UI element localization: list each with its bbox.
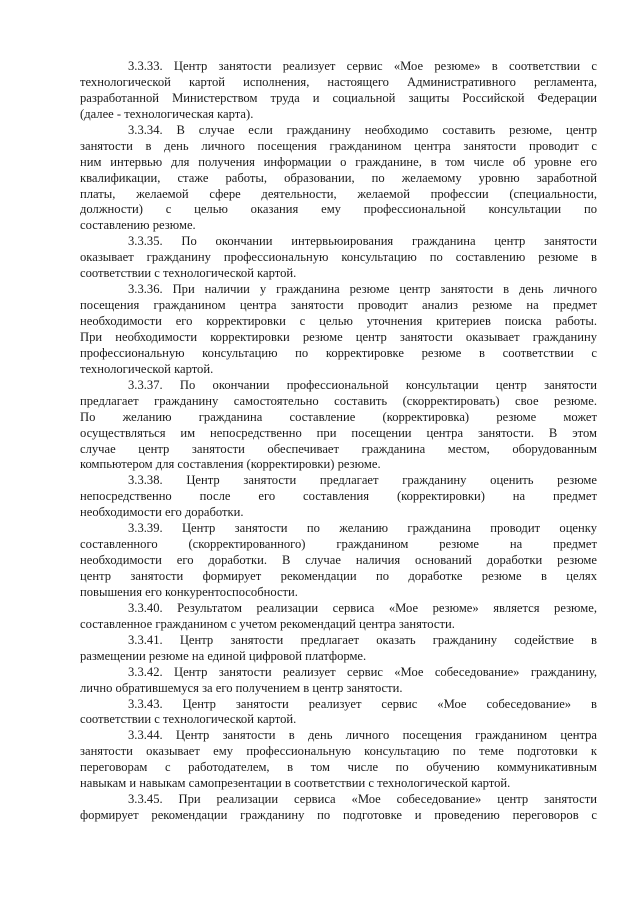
paragraph-line: разработанной Министерством труда и социальной защиты Российской Федерации bbox=[80, 90, 597, 105]
paragraph bbox=[80, 59, 597, 123]
paragraph bbox=[80, 521, 597, 601]
paragraph-line: технологической картой. bbox=[80, 361, 214, 376]
paragraph-line: 3.3.33. Центр занятости реализует сервис «Мое резюме» в соответствии с bbox=[128, 59, 597, 73]
paragraph-line: 3.3.38. Центр занятости предлагает гражданину оценить резюме bbox=[128, 473, 597, 488]
paragraph-line: оказывает гражданину профессиональную консультацию по составлению резюме в bbox=[80, 250, 597, 265]
paragraph-line: квалификации, стаже работы, образовании, по желаемому уровню заработной bbox=[80, 170, 597, 185]
paragraph-line: предлагает гражданину самостоятельно составить (скорректировать) свое резюме. bbox=[80, 393, 597, 408]
paragraph-line: необходимости его доработки. В случае наличия оснований доработки резюме bbox=[80, 553, 597, 568]
paragraph-line: соответствии с технологической картой. bbox=[80, 712, 297, 727]
document-body bbox=[80, 59, 597, 824]
paragraph-line: ним интервью для получения информации о гражданине, в том числе об уровне его bbox=[80, 154, 597, 169]
paragraph-line: размещении резюме на единой цифровой платформе. bbox=[80, 648, 367, 663]
paragraph-line: 3.3.36. При наличии у гражданина резюме центр занятости в день личного bbox=[128, 282, 597, 297]
paragraph-line: 3.3.42. Центр занятости реализует сервис «Мое собеседование» гражданину, bbox=[128, 664, 597, 679]
paragraph-line: составленного (скорректированного) гражданином резюме на предмет bbox=[80, 537, 597, 552]
paragraph-line: случае центр занятости обеспечивает гражданина местом, оборудованным bbox=[80, 441, 597, 456]
paragraph-line: 3.3.41. Центр занятости предлагает оказать гражданину содействие в bbox=[128, 632, 597, 647]
paragraph-line: 3.3.35. По окончании интервьюирования гражданина центр занятости bbox=[128, 234, 597, 249]
paragraph bbox=[80, 282, 597, 378]
paragraph bbox=[80, 473, 597, 521]
paragraph-line: повышения его конкурентоспособности. bbox=[80, 584, 298, 599]
paragraph-line: необходимости его корректировки с целью уточнения критериев поиска работы. bbox=[80, 314, 597, 328]
paragraph-line: 3.3.34. В случае если гражданину необходимо составить резюме, центр bbox=[128, 122, 597, 137]
paragraph-line: 3.3.43. Центр занятости реализует сервис «Мое собеседование» в bbox=[128, 696, 597, 711]
paragraph bbox=[80, 665, 597, 697]
paragraph-line: 3.3.44. Центр занятости в день личного посещения гражданином центра bbox=[128, 728, 597, 743]
paragraph-line: 3.3.45. При реализации сервиса «Мое собеседование» центр занятости bbox=[128, 792, 597, 807]
paragraph-line: центр занятости формирует рекомендации по доработке резюме в целях bbox=[80, 569, 597, 583]
paragraph-line: (далее - технологическая карта). bbox=[80, 106, 254, 121]
paragraph-line: 3.3.37. По окончании профессиональной консультации центр занятости bbox=[128, 377, 597, 392]
paragraph bbox=[80, 601, 597, 633]
paragraph bbox=[80, 728, 597, 792]
paragraph-line: 3.3.40. Результатом реализации сервиса «Мое резюме» является резюме, bbox=[128, 600, 597, 615]
paragraph-line: При необходимости корректировки резюме центр занятости оказывает гражданину bbox=[80, 329, 597, 344]
paragraph-line: переговорам с работодателем, в том числе по обучению коммуникативным bbox=[80, 760, 597, 775]
paragraph bbox=[80, 378, 597, 474]
paragraph bbox=[80, 123, 597, 235]
paragraph-line: занятости оказывает ему профессиональную консультацию по теме подготовки к bbox=[80, 744, 597, 759]
paragraph-line: составленное гражданином с учетом рекомендаций центра занятости. bbox=[80, 616, 455, 631]
paragraph-line: составлению резюме. bbox=[80, 218, 196, 233]
paragraph-line: необходимости его доработки. bbox=[80, 505, 244, 520]
paragraph-line: должности) с целью оказания ему профессиональной консультации по bbox=[80, 202, 597, 217]
paragraph-line: формирует рекомендации гражданину по подготовке и проведению переговоров с bbox=[80, 808, 597, 823]
paragraph-line: профессиональную консультацию по корректировке резюме в соответствии с bbox=[80, 345, 597, 360]
paragraph-line: занятости в день личного посещения гражданином центра занятости проводит с bbox=[80, 138, 597, 153]
paragraph-line: непосредственно после его составления (корректировки) на предмет bbox=[80, 489, 597, 504]
paragraph-line: технологической картой исполнения, настоящего Административного регламента, bbox=[80, 74, 597, 89]
paragraph-line: лично обратившемуся за его получением в центр занятости. bbox=[80, 680, 403, 695]
paragraph-line: компьютером для составления (корректировки) резюме. bbox=[80, 457, 381, 472]
paragraph bbox=[80, 697, 597, 729]
paragraph-line: платы, желаемой сфере деятельности, желаемой профессии (специальности, bbox=[80, 186, 597, 201]
paragraph-line: посещения гражданином центра занятости проводит анализ резюме на предмет bbox=[80, 298, 597, 313]
paragraph-line: По желанию гражданина составление (корректировка) резюме может bbox=[80, 409, 597, 424]
paragraph-line: осуществляться им непосредственно при посещении центра занятости. В этом bbox=[80, 425, 597, 440]
paragraph-line: 3.3.39. Центр занятости по желанию гражданина проводит оценку bbox=[128, 521, 597, 536]
paragraph-line: соответствии с технологической картой. bbox=[80, 266, 297, 281]
paragraph bbox=[80, 633, 597, 665]
paragraph bbox=[80, 234, 597, 282]
paragraph bbox=[80, 792, 597, 824]
paragraph-line: навыкам и навыкам самопрезентации в соответствии с технологической картой. bbox=[80, 776, 511, 791]
